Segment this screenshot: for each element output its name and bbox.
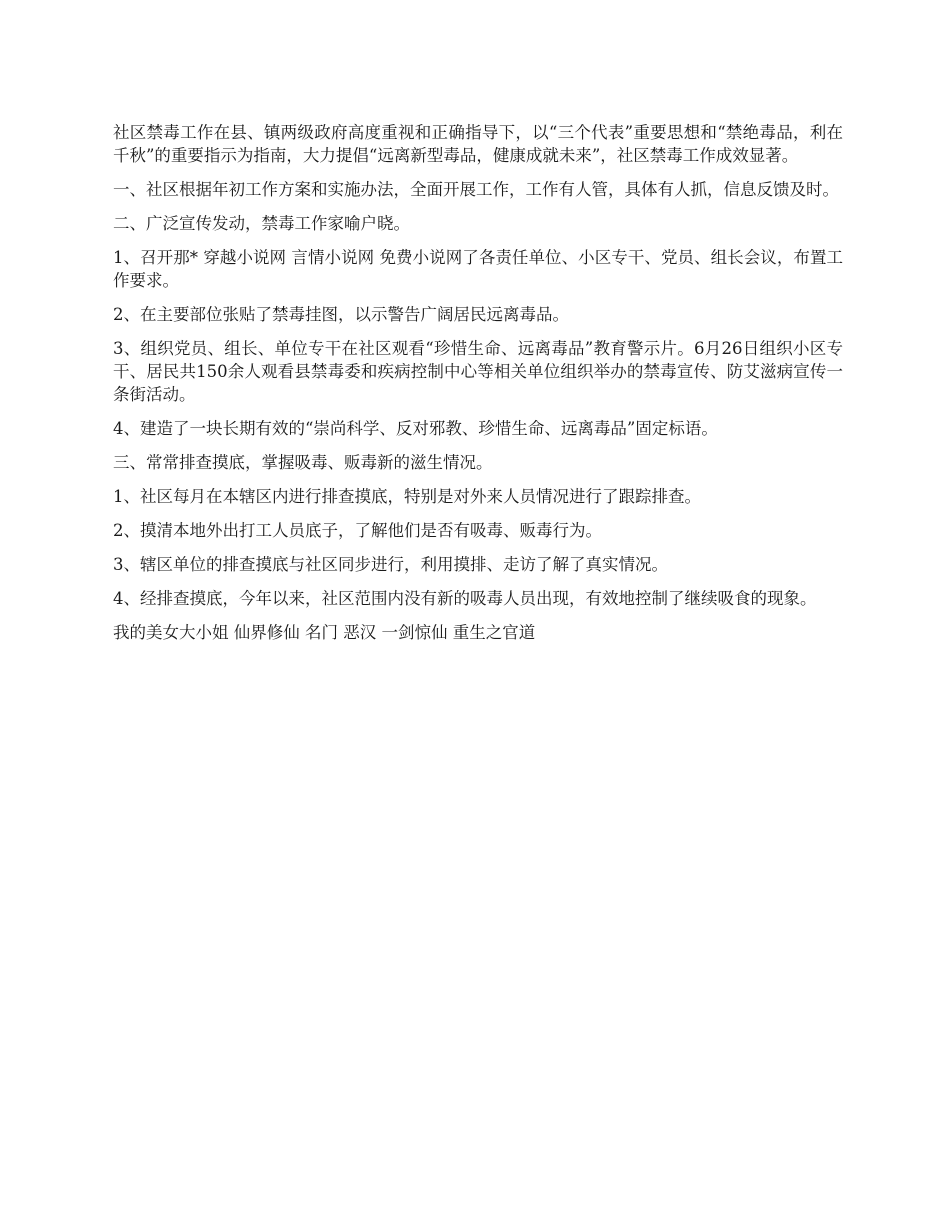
footer-links-text: 我的美女大小姐 仙界修仙 名门 恶汉 一剑惊仙 重生之官道 — [113, 623, 536, 642]
section-one-paragraph: 一、社区根据年初工作方案和实施办法，全面开展工作，工作有人管，具体有人抓，信息反馈及时。 — [113, 180, 839, 199]
section-two-item-1: 1、召开那* 穿越小说网 言情小说网 免费小说网了各责任单位、小区专干、党员、组长会议，布置工作要求。 — [113, 248, 843, 290]
section-three-item-2: 2、摸清本地外出打工人员底子，了解他们是否有吸毒、贩毒行为。 — [113, 521, 602, 540]
section-three-heading: 三、常常排查摸底，掌握吸毒、贩毒新的滋生情况。 — [113, 453, 493, 472]
section-two-heading: 二、广泛宣传发动，禁毒工作家喻户晓。 — [113, 214, 410, 233]
section-two-item-4: 4、建造了一块长期有效的“崇尚科学、反对邪教、珍惜生命、远离毒品”固定标语。 — [113, 419, 718, 438]
section-two-item-3: 3、组织党员、组长、单位专干在社区观看“珍惜生命、远离毒品”教育警示片。6月26日组织小区专干、居民共150余人观看县禁毒委和疾病控制中心等相关单位组织举办的禁毒宣传、防艾滋病宣传一条街活动。 — [113, 339, 843, 404]
section-two-item-2: 2、在主要部位张贴了禁毒挂图，以示警告广阔居民远离毒品。 — [113, 305, 569, 324]
section-three-item-4: 4、经排查摸底，今年以来，社区范围内没有新的吸毒人员出现，有效地控制了继续吸食的现象。 — [113, 589, 817, 608]
section-three-item-3: 3、辖区单位的排查摸底与社区同步进行，利用摸排、走访了解了真实情况。 — [113, 555, 668, 574]
document-body — [113, 121, 843, 644]
intro-paragraph: 社区禁毒工作在县、镇两级政府高度重视和正确指导下，以“三个代表”重要思想和“禁绝毒品，利在千秋”的重要指示为指南，大力提倡“远离新型毒品，健康成就未来”，社区禁毒工作成效显著。 — [113, 123, 843, 165]
section-three-item-1: 1、社区每月在本辖区内进行排查摸底，特别是对外来人员情况进行了跟踪排查。 — [113, 487, 701, 506]
